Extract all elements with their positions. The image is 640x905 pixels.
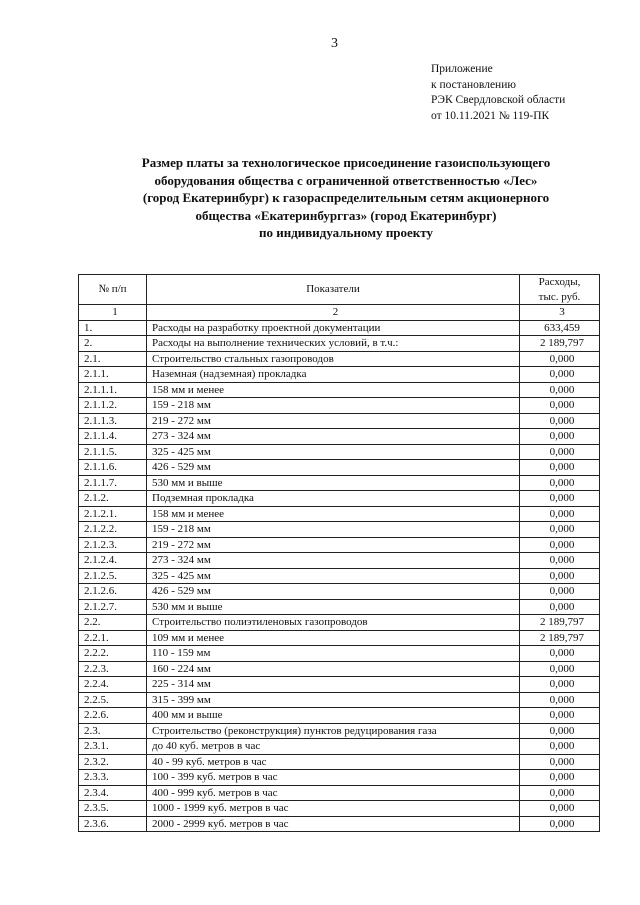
row-indicator: 530 мм и выше [147, 475, 520, 491]
row-indicator: 2000 - 2999 куб. метров в час [147, 816, 520, 832]
table-row [79, 506, 600, 522]
table-row [79, 568, 600, 584]
row-value: 0,000 [520, 351, 600, 367]
row-value: 0,000 [520, 739, 600, 755]
row-value: 2 189,797 [520, 630, 600, 646]
row-value: 0,000 [520, 382, 600, 398]
row-number: 2.2.2. [79, 646, 147, 662]
row-indicator: 158 мм и менее [147, 382, 520, 398]
row-value: 0,000 [520, 754, 600, 770]
row-value: 0,000 [520, 568, 600, 584]
row-number: 2.2.4. [79, 677, 147, 693]
table-row [79, 553, 600, 569]
row-number: 2.2.6. [79, 708, 147, 724]
row-number: 2.2.1. [79, 630, 147, 646]
row-value: 0,000 [520, 599, 600, 615]
title-line: (город Екатеринбург) к газораспределительным сетям акционерного [142, 190, 550, 206]
row-value: 0,000 [520, 770, 600, 786]
annex-line: от 10.11.2021 № 119-ПК [431, 109, 550, 122]
table-row [79, 646, 600, 662]
table-row [79, 320, 600, 336]
table-row [79, 413, 600, 429]
row-number: 2.1.2.3. [79, 537, 147, 553]
row-number: 2.1.1.6. [79, 460, 147, 476]
fee-table [78, 274, 600, 832]
row-number: 2. [79, 336, 147, 352]
row-number: 2.1.1.4. [79, 429, 147, 445]
row-indicator: 426 - 529 мм [147, 584, 520, 600]
header-row [79, 275, 600, 305]
table-row [79, 382, 600, 398]
row-value: 0,000 [520, 367, 600, 383]
row-indicator: Расходы на выполнение технических условий, в т.ч.: [147, 336, 520, 352]
table-row [79, 723, 600, 739]
table-row [79, 351, 600, 367]
row-value: 0,000 [520, 723, 600, 739]
row-number: 2.1.1.7. [79, 475, 147, 491]
row-value: 0,000 [520, 801, 600, 817]
annex-line: к постановлению [431, 78, 516, 91]
table-row [79, 429, 600, 445]
row-indicator: 273 - 324 мм [147, 429, 520, 445]
row-number: 2.1.2.5. [79, 568, 147, 584]
row-value: 0,000 [520, 646, 600, 662]
row-number: 2.1.2. [79, 491, 147, 507]
column-number: 1 [79, 305, 147, 321]
row-value: 0,000 [520, 491, 600, 507]
row-indicator: Строительство (реконструкция) пунктов редуцирования газа [147, 723, 520, 739]
row-indicator: 158 мм и менее [147, 506, 520, 522]
row-number: 2.3.1. [79, 739, 147, 755]
header-indicator: Показатели [147, 275, 520, 305]
row-number: 2.2.3. [79, 661, 147, 677]
annex-line: РЭК Свердловской области [431, 94, 566, 107]
row-indicator: 109 мм и менее [147, 630, 520, 646]
row-value: 633,459 [520, 320, 600, 336]
title-line: общества «Екатеринбурггаз» (город Екатеринбург) [195, 207, 497, 223]
column-number-row [79, 305, 600, 321]
row-indicator: 110 - 159 мм [147, 646, 520, 662]
column-number: 2 [147, 305, 520, 321]
header-expenses-line1: Расходы, [538, 276, 581, 288]
table-row [79, 599, 600, 615]
table-row [79, 677, 600, 693]
row-value: 0,000 [520, 475, 600, 491]
row-number: 2.1.2.6. [79, 584, 147, 600]
row-value: 0,000 [520, 429, 600, 445]
row-indicator: 325 - 425 мм [147, 568, 520, 584]
table-row [79, 630, 600, 646]
row-indicator: Строительство полиэтиленовых газопроводов [147, 615, 520, 631]
row-indicator: 273 - 324 мм [147, 553, 520, 569]
row-value: 0,000 [520, 816, 600, 832]
row-value: 0,000 [520, 413, 600, 429]
header-num: № п/п [79, 275, 147, 305]
row-indicator: 40 - 99 куб. метров в час [147, 754, 520, 770]
row-indicator: 1000 - 1999 куб. метров в час [147, 801, 520, 817]
row-number: 2.1.1.2. [79, 398, 147, 414]
table-row [79, 785, 600, 801]
row-number: 2.1. [79, 351, 147, 367]
row-indicator: 426 - 529 мм [147, 460, 520, 476]
row-indicator: Подземная прокладка [147, 491, 520, 507]
row-number: 2.3.5. [79, 801, 147, 817]
table-row [79, 367, 600, 383]
table-row [79, 770, 600, 786]
row-indicator: 400 - 999 куб. метров в час [147, 785, 520, 801]
row-number: 2.1.1.3. [79, 413, 147, 429]
row-number: 2.3.6. [79, 816, 147, 832]
row-number: 2.2.5. [79, 692, 147, 708]
title-line: Размер платы за технологическое присоединение газоиспользующего [141, 155, 551, 170]
document-title [86, 154, 606, 242]
row-number: 2.1.1.1. [79, 382, 147, 398]
table-row [79, 460, 600, 476]
table-row [79, 816, 600, 832]
row-number: 2.3.4. [79, 785, 147, 801]
header-expenses-line2: тыс. руб. [538, 290, 581, 303]
row-number: 1. [79, 320, 147, 336]
table-row [79, 475, 600, 491]
row-value: 0,000 [520, 708, 600, 724]
table-row [79, 584, 600, 600]
row-indicator: 225 - 314 мм [147, 677, 520, 693]
table-row [79, 398, 600, 414]
row-value: 0,000 [520, 537, 600, 553]
row-indicator: 530 мм и выше [147, 599, 520, 615]
row-number: 2.1.2.1. [79, 506, 147, 522]
row-value: 2 189,797 [520, 615, 600, 631]
row-indicator: 159 - 218 мм [147, 522, 520, 538]
row-number: 2.1.2.4. [79, 553, 147, 569]
table-row [79, 754, 600, 770]
table-row [79, 661, 600, 677]
row-number: 2.3.3. [79, 770, 147, 786]
table-row [79, 692, 600, 708]
column-number: 3 [520, 305, 600, 321]
row-indicator: 100 - 399 куб. метров в час [147, 770, 520, 786]
table-row [79, 708, 600, 724]
row-value: 0,000 [520, 584, 600, 600]
header-expenses [520, 275, 600, 305]
row-number: 2.3.2. [79, 754, 147, 770]
row-number: 2.1.2.7. [79, 599, 147, 615]
row-number: 2.1.1.5. [79, 444, 147, 460]
table-row [79, 444, 600, 460]
title-line: оборудования общества с ограниченной ответственностью «Лес» [154, 172, 538, 188]
row-value: 0,000 [520, 785, 600, 801]
annex-line: Приложение [431, 63, 493, 75]
table-row [79, 537, 600, 553]
table-row [79, 739, 600, 755]
row-indicator: 325 - 425 мм [147, 444, 520, 460]
row-value: 0,000 [520, 444, 600, 460]
row-indicator: Строительство стальных газопроводов [147, 351, 520, 367]
page-number: 3 [331, 36, 338, 51]
row-indicator: 400 мм и выше [147, 708, 520, 724]
table-row [79, 615, 600, 631]
row-value: 0,000 [520, 522, 600, 538]
row-number: 2.1.1. [79, 367, 147, 383]
row-value: 0,000 [520, 460, 600, 476]
table-row [79, 491, 600, 507]
row-indicator: 159 - 218 мм [147, 398, 520, 414]
row-number: 2.1.2.2. [79, 522, 147, 538]
table-row [79, 336, 600, 352]
row-number: 2.2. [79, 615, 147, 631]
row-value: 0,000 [520, 661, 600, 677]
row-value: 0,000 [520, 398, 600, 414]
row-indicator: 219 - 272 мм [147, 537, 520, 553]
row-number: 2.3. [79, 723, 147, 739]
title-line: по индивидуальному проекту [258, 225, 434, 241]
row-indicator: 160 - 224 мм [147, 661, 520, 677]
table-row [79, 522, 600, 538]
row-indicator: Наземная (надземная) прокладка [147, 367, 520, 383]
row-value: 0,000 [520, 677, 600, 693]
row-indicator: 315 - 399 мм [147, 692, 520, 708]
row-indicator: Расходы на разработку проектной документации [147, 320, 520, 336]
row-value: 0,000 [520, 553, 600, 569]
row-indicator: 219 - 272 мм [147, 413, 520, 429]
table-row [79, 801, 600, 817]
row-value: 0,000 [520, 692, 600, 708]
row-value: 0,000 [520, 506, 600, 522]
row-value: 2 189,797 [520, 336, 600, 352]
row-indicator: до 40 куб. метров в час [147, 739, 520, 755]
annex-block [431, 62, 565, 124]
